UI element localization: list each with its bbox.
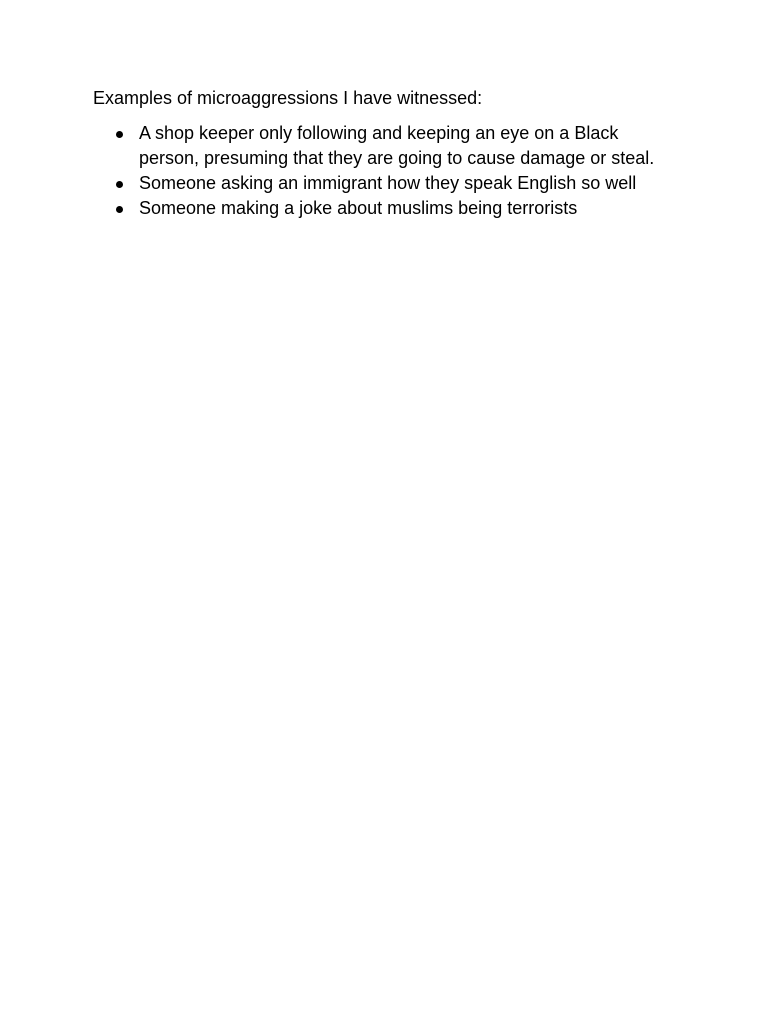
intro-paragraph: Examples of microaggressions I have witnessed: (93, 88, 483, 108)
bullet-icon (116, 181, 123, 188)
document-body (93, 86, 693, 221)
bullet-list (93, 121, 693, 221)
bullet-icon (116, 131, 123, 138)
list-item (93, 196, 664, 221)
list-item (93, 171, 664, 196)
list-item-text: Someone making a joke about muslims being terrorists (139, 198, 578, 218)
list-item-text: A shop keeper only following and keeping an eye on a Black person, presuming that they are going to cause damage or steal. (139, 123, 655, 168)
bullet-icon (116, 206, 123, 213)
list-item (93, 121, 664, 171)
list-item-text: Someone asking an immigrant how they speak English so well (139, 173, 637, 193)
